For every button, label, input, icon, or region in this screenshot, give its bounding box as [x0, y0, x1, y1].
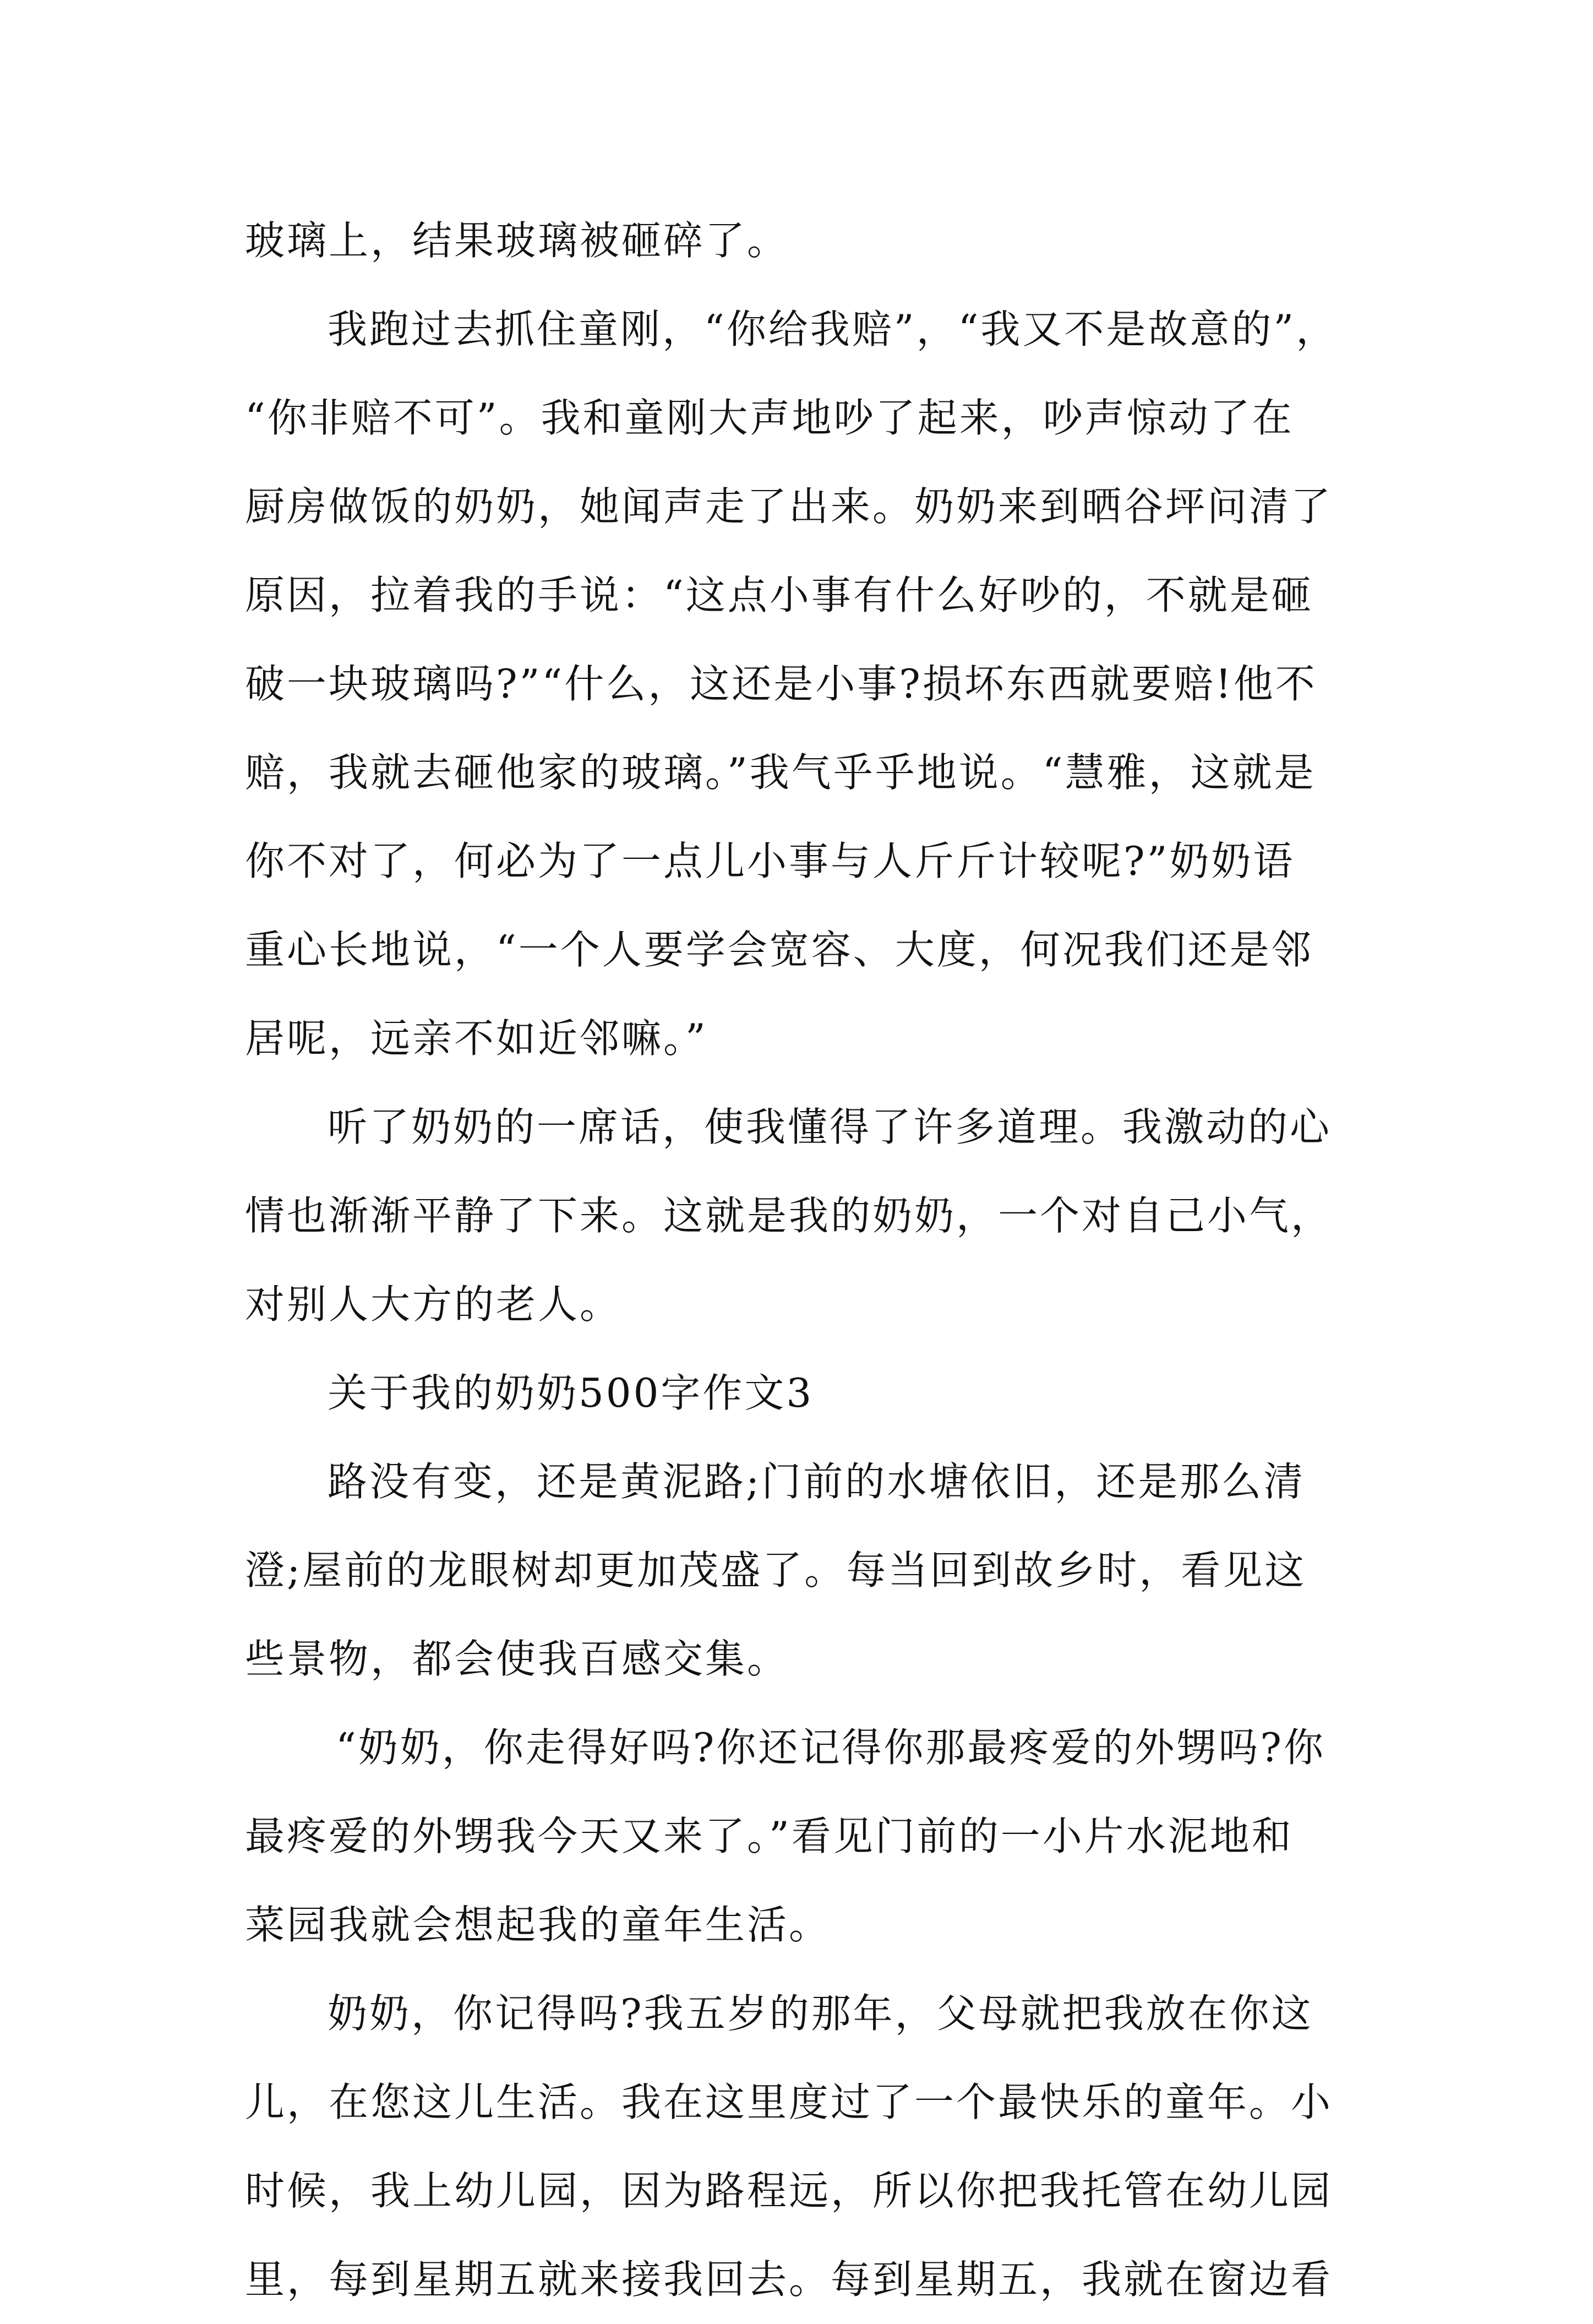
text-line: 儿，在您这儿生活。我在这里度过了一个最快乐的童年。小: [245, 2079, 1333, 2125]
text-line: 对别人大方的老人。: [245, 1281, 622, 1327]
text-line: 菜园我就会想起我的童年生活。: [245, 1902, 831, 1948]
paragraph: [245, 1969, 1368, 2324]
paragraph: [245, 285, 1368, 1083]
text-line: 我跑过去抓住童刚，“你给我赔”，“我又不是故意的”，: [328, 306, 1338, 352]
text-line: 原因，拉着我的手说：“这点小事有什么好吵的，不就是砸: [245, 572, 1313, 618]
text-line: 澄;屋前的龙眼树却更加茂盛了。每当回到故乡时，看见这: [245, 1547, 1307, 1593]
paragraph: [245, 1083, 1368, 1349]
section-heading: [245, 1349, 1368, 1438]
text-line: 奶奶，你记得吗?我五岁的那年，父母就把我放在你这: [328, 1990, 1313, 2037]
text-line: 破一块玻璃吗?”“什么，这还是小事?损坏东西就要赔!他不: [245, 661, 1317, 707]
text-line: “奶奶，你走得好吗?你还记得你那最疼爱的外甥吗?你: [336, 1724, 1326, 1771]
text-line: 里，每到星期五就来接我回去。每到星期五，我就在窗边看: [245, 2256, 1333, 2303]
text-line: 些景物，都会使我百感交集。: [245, 1636, 789, 1682]
paragraph: [245, 197, 1368, 285]
text-line: 厨房做饭的奶奶，她闻声走了出来。奶奶来到晒谷坪问清了: [245, 483, 1333, 530]
text-line: 玻璃上，结果玻璃被砸碎了。: [245, 217, 789, 264]
text-line: 重心长地说，“一个人要学会宽容、大度，何况我们还是邻: [245, 927, 1313, 973]
text-line: 时候，我上幼儿园，因为路程远，所以你把我托管在幼儿园: [245, 2168, 1333, 2214]
text-line: 你不对了，何必为了一点儿小事与人斤斤计较呢?”奶奶语: [245, 838, 1295, 884]
text-line: 赔，我就去砸他家的玻璃。”我气乎乎地说。“慧雅，这就是: [245, 749, 1316, 796]
paragraph: [245, 1438, 1368, 1703]
document-body: [245, 197, 1368, 2324]
text-line: 居呢，远亲不如近邻嘛。”: [245, 1015, 708, 1062]
paragraph: [245, 1703, 1368, 1969]
text-line: 最疼爱的外甥我今天又来了。”看见门前的一小片水泥地和: [245, 1813, 1294, 1859]
text-line: 听了奶奶的一席话，使我懂得了许多道理。我激动的心: [328, 1104, 1332, 1150]
text-line: “你非赔不可”。我和童刚大声地吵了起来，吵声惊动了在: [245, 395, 1294, 441]
heading-text: 关于我的奶奶500字作文3: [328, 1370, 814, 1416]
text-line: 路没有变，还是黄泥路;门前的水塘依旧，还是那么清: [328, 1458, 1306, 1505]
text-line: 情也渐渐平静了下来。这就是我的奶奶，一个对自己小气，: [245, 1193, 1333, 1239]
